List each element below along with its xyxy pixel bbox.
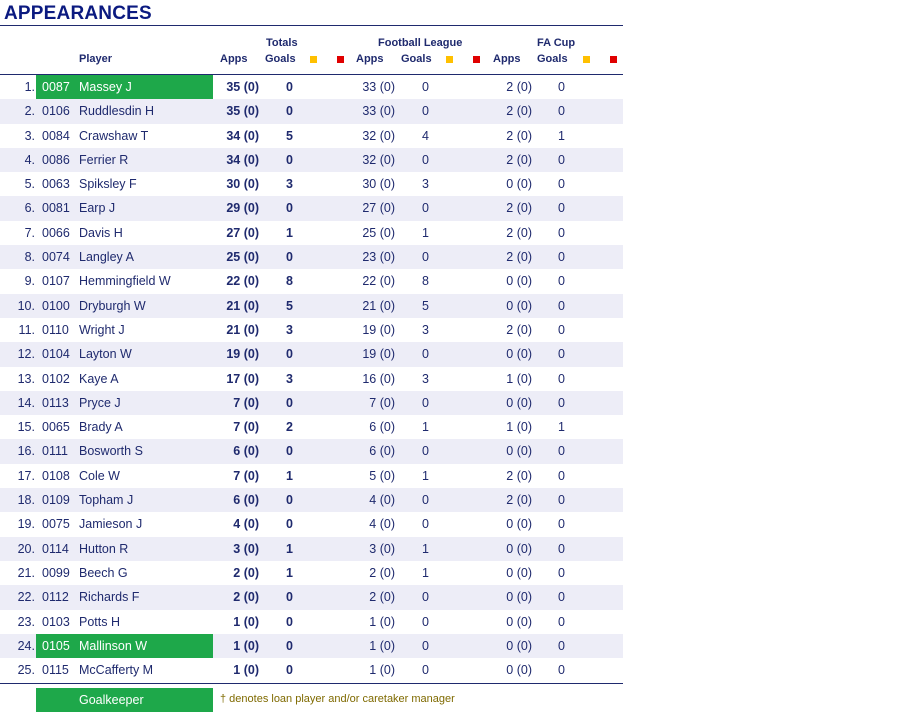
red-card-icon	[473, 56, 480, 63]
player-code: 0107	[42, 274, 70, 289]
player-code: 0087	[42, 80, 70, 94]
table-row	[0, 318, 623, 342]
table-row	[0, 75, 623, 99]
totals-goals: 2	[286, 420, 293, 435]
league-apps: 16 (0)	[362, 371, 395, 386]
player-name: Brady A	[79, 420, 123, 435]
player-code: 0086	[42, 152, 70, 167]
cup-goals: 0	[558, 444, 565, 459]
league-goals: 0	[422, 347, 429, 362]
league-goals: 1	[422, 541, 429, 556]
player-code: 0075	[42, 517, 70, 532]
player-name: Massey J	[79, 80, 132, 94]
league-goals: 0	[422, 444, 429, 459]
cup-apps: 0 (0)	[506, 614, 532, 629]
row-number: 23.	[17, 614, 35, 629]
player-code: 0102	[42, 371, 70, 386]
league-goals: 0	[422, 517, 429, 532]
player-code: 0081	[42, 201, 70, 216]
table-row	[0, 269, 623, 293]
player-code: 0114	[42, 541, 69, 556]
totals-goals: 0	[286, 104, 293, 119]
cup-goals: 0	[558, 201, 565, 216]
cup-apps: 1 (0)	[506, 371, 532, 386]
totals-goals: 1	[286, 541, 293, 556]
league-apps: 6 (0)	[369, 420, 395, 435]
cup-goals: 1	[558, 128, 565, 143]
totals-apps: 29 (0)	[226, 201, 259, 216]
totals-apps: 7 (0)	[233, 468, 259, 483]
player-name: Hemmingfield W	[79, 274, 171, 289]
goalkeeper-legend	[36, 688, 213, 712]
cup-goals: 0	[558, 493, 565, 508]
player-name: Layton W	[79, 347, 132, 362]
player-code: 0104	[42, 347, 70, 362]
totals-apps: 7 (0)	[233, 420, 259, 435]
table-row	[0, 415, 623, 439]
totals-apps: 2 (0)	[233, 565, 259, 580]
row-number: 1.	[24, 80, 35, 94]
player-code: 0115	[42, 663, 69, 678]
cup-apps: 2 (0)	[506, 322, 532, 337]
league-apps: 19 (0)	[362, 347, 395, 362]
cup-apps: 2 (0)	[506, 80, 532, 94]
table-row	[0, 488, 623, 512]
cup-apps: 2 (0)	[506, 468, 532, 483]
league-apps: 1 (0)	[369, 663, 395, 678]
league-goals: 5	[422, 298, 429, 313]
league-goals: 8	[422, 274, 429, 289]
league-goals: 4	[422, 128, 429, 143]
row-number: 3.	[24, 128, 35, 143]
player-code: 0066	[42, 225, 70, 240]
totals-apps: 21 (0)	[226, 322, 259, 337]
row-number: 18.	[17, 493, 35, 508]
cup-apps: 1 (0)	[506, 420, 532, 435]
league-goals: 0	[422, 152, 429, 167]
league-goals: 0	[422, 614, 429, 629]
cup-goals: 0	[558, 250, 565, 265]
row-number: 2.	[24, 104, 35, 119]
cup-goals: 0	[558, 322, 565, 337]
header-fa-cup: FA Cup	[537, 37, 576, 49]
player-code: 0111	[42, 444, 68, 459]
totals-apps: 25 (0)	[226, 250, 259, 265]
table-row	[0, 221, 623, 245]
row-number: 25.	[17, 663, 35, 678]
row-number: 11.	[18, 322, 35, 337]
totals-goals: 0	[286, 395, 293, 410]
totals-goals: 0	[286, 614, 293, 629]
player-code: 0063	[42, 177, 70, 192]
league-goals: 3	[422, 371, 429, 386]
league-apps: 3 (0)	[369, 541, 395, 556]
league-goals: 0	[422, 395, 429, 410]
player-name: Ferrier R	[79, 152, 129, 167]
cup-goals: 0	[558, 274, 565, 289]
cup-goals: 0	[558, 638, 565, 653]
player-name: Kaye A	[79, 371, 119, 386]
totals-apps: 21 (0)	[226, 298, 259, 313]
player-name: McCafferty M	[79, 663, 154, 678]
totals-apps: 1 (0)	[233, 614, 259, 629]
totals-apps: 30 (0)	[226, 177, 259, 192]
appearances-table	[0, 75, 623, 682]
totals-goals: 3	[286, 177, 293, 192]
league-goals: 1	[422, 225, 429, 240]
player-code: 0105	[42, 638, 70, 653]
row-number: 9.	[24, 274, 35, 289]
cup-goals: 0	[558, 590, 565, 605]
header-totals-goals: Goals	[265, 53, 296, 65]
table-row	[0, 245, 623, 269]
totals-apps: 4 (0)	[233, 517, 259, 532]
league-goals: 0	[422, 663, 429, 678]
table-row	[0, 634, 623, 658]
league-apps: 19 (0)	[362, 322, 395, 337]
header-totals-apps: Apps	[220, 53, 248, 65]
player-code: 0065	[42, 420, 70, 435]
player-code: 0108	[42, 468, 70, 483]
table-row	[0, 464, 623, 488]
totals-apps: 35 (0)	[226, 104, 259, 119]
player-name: Cole W	[79, 468, 120, 483]
cup-goals: 0	[558, 517, 565, 532]
league-apps: 4 (0)	[369, 517, 395, 532]
totals-apps: 2 (0)	[233, 590, 259, 605]
league-goals: 3	[422, 177, 429, 192]
cup-goals: 0	[558, 104, 565, 119]
row-number: 21.	[17, 565, 35, 580]
totals-apps: 7 (0)	[233, 395, 259, 410]
player-name: Wright J	[79, 322, 125, 337]
cup-apps: 0 (0)	[506, 663, 532, 678]
cup-apps: 0 (0)	[506, 590, 532, 605]
player-name: Ruddlesdin H	[79, 104, 155, 119]
cup-apps: 0 (0)	[506, 638, 532, 653]
player-name: Mallinson W	[79, 638, 148, 653]
league-goals: 0	[422, 250, 429, 265]
totals-goals: 0	[286, 493, 293, 508]
row-number: 14.	[17, 395, 35, 410]
totals-goals: 0	[286, 250, 293, 265]
row-number: 19.	[17, 517, 35, 532]
cup-goals: 0	[558, 663, 565, 678]
totals-apps: 1 (0)	[233, 663, 259, 678]
player-name: Potts H	[79, 614, 120, 629]
player-code: 0099	[42, 565, 70, 580]
row-number: 17.	[17, 468, 35, 483]
player-name: Langley A	[79, 250, 134, 265]
league-apps: 4 (0)	[369, 493, 395, 508]
cup-apps: 2 (0)	[506, 128, 532, 143]
cup-apps: 0 (0)	[506, 395, 532, 410]
loan-note: † denotes loan player and/or caretaker manager	[220, 693, 455, 705]
league-apps: 23 (0)	[362, 250, 395, 265]
cup-goals: 0	[558, 298, 565, 313]
totals-apps: 34 (0)	[226, 128, 259, 143]
league-apps: 27 (0)	[362, 201, 395, 216]
header-football-league: Football League	[378, 37, 463, 49]
totals-apps: 1 (0)	[233, 638, 259, 653]
league-apps: 6 (0)	[369, 444, 395, 459]
league-apps: 32 (0)	[362, 128, 395, 143]
table-row	[0, 585, 623, 609]
league-goals: 0	[422, 638, 429, 653]
totals-goals: 0	[286, 152, 293, 167]
row-number: 16.	[17, 444, 35, 459]
cup-apps: 0 (0)	[506, 541, 532, 556]
league-apps: 1 (0)	[369, 638, 395, 653]
table-row	[0, 294, 623, 318]
league-apps: 21 (0)	[362, 298, 395, 313]
totals-apps: 6 (0)	[233, 493, 259, 508]
yellow-card-icon	[310, 56, 317, 63]
player-name: Jamieson J	[79, 517, 143, 532]
cup-apps: 2 (0)	[506, 201, 532, 216]
totals-apps: 17 (0)	[226, 371, 259, 386]
totals-goals: 3	[286, 322, 293, 337]
player-code: 0113	[42, 395, 69, 410]
totals-goals: 0	[286, 590, 293, 605]
league-apps: 22 (0)	[362, 274, 395, 289]
header-league-goals: Goals	[401, 53, 432, 65]
player-code: 0110	[42, 322, 69, 337]
cup-apps: 2 (0)	[506, 493, 532, 508]
cup-apps: 0 (0)	[506, 177, 532, 192]
player-code: 0103	[42, 614, 70, 629]
cup-apps: 2 (0)	[506, 104, 532, 119]
row-number: 22.	[17, 590, 35, 605]
totals-apps: 22 (0)	[226, 274, 259, 289]
player-name: Bosworth S	[79, 444, 143, 459]
goalkeeper-legend-label: Goalkeeper	[79, 693, 144, 707]
table-bottom-divider	[0, 683, 623, 684]
table-row	[0, 561, 623, 585]
totals-goals: 0	[286, 347, 293, 362]
cup-goals: 0	[558, 541, 565, 556]
league-apps: 25 (0)	[362, 225, 395, 240]
table-row	[0, 439, 623, 463]
totals-goals: 0	[286, 517, 293, 532]
cup-goals: 0	[558, 80, 565, 94]
player-name: Spiksley F	[79, 177, 137, 192]
row-number: 10.	[17, 298, 35, 313]
totals-goals: 0	[286, 638, 293, 653]
league-goals: 0	[422, 590, 429, 605]
player-name: Davis H	[79, 225, 123, 240]
totals-goals: 0	[286, 663, 293, 678]
row-number: 15.	[17, 420, 35, 435]
cup-apps: 0 (0)	[506, 517, 532, 532]
title-divider	[0, 25, 623, 26]
totals-apps: 27 (0)	[226, 225, 259, 240]
row-number: 7.	[24, 225, 35, 240]
totals-goals: 5	[286, 298, 293, 313]
table-row	[0, 99, 623, 123]
player-name: Earp J	[79, 201, 116, 216]
row-number: 5.	[24, 177, 35, 192]
table-row	[0, 124, 623, 148]
cup-apps: 0 (0)	[506, 298, 532, 313]
league-goals: 1	[422, 565, 429, 580]
red-card-icon	[610, 56, 617, 63]
table-row	[0, 196, 623, 220]
totals-goals: 1	[286, 225, 293, 240]
player-code: 0112	[42, 590, 69, 605]
cup-goals: 0	[558, 347, 565, 362]
totals-goals: 3	[286, 371, 293, 386]
player-code: 0106	[42, 104, 70, 119]
table-row	[0, 148, 623, 172]
league-goals: 0	[422, 201, 429, 216]
red-card-icon	[337, 56, 344, 63]
league-goals: 0	[422, 104, 429, 119]
cup-goals: 0	[558, 614, 565, 629]
header-cup-apps: Apps	[493, 53, 521, 65]
totals-apps: 6 (0)	[233, 444, 259, 459]
player-code: 0084	[42, 128, 70, 143]
cup-apps: 0 (0)	[506, 274, 532, 289]
header-player: Player	[79, 53, 113, 65]
player-name: Dryburgh W	[79, 298, 146, 313]
table-row	[0, 537, 623, 561]
cup-goals: 0	[558, 177, 565, 192]
player-name: Pryce J	[79, 395, 121, 410]
cup-goals: 0	[558, 152, 565, 167]
table-row	[0, 658, 623, 682]
cup-goals: 0	[558, 371, 565, 386]
league-goals: 3	[422, 322, 429, 337]
league-apps: 7 (0)	[369, 395, 395, 410]
table-row	[0, 391, 623, 415]
row-number: 6.	[24, 201, 35, 216]
cup-apps: 2 (0)	[506, 225, 532, 240]
league-apps: 2 (0)	[369, 590, 395, 605]
row-number: 4.	[24, 152, 35, 167]
table-row	[0, 512, 623, 536]
totals-goals: 8	[286, 274, 293, 289]
totals-goals: 0	[286, 201, 293, 216]
cup-apps: 2 (0)	[506, 152, 532, 167]
totals-apps: 3 (0)	[233, 541, 259, 556]
row-number: 24.	[17, 638, 35, 653]
totals-goals: 1	[286, 468, 293, 483]
league-goals: 0	[422, 493, 429, 508]
player-name: Crawshaw T	[79, 128, 149, 143]
league-apps: 5 (0)	[369, 468, 395, 483]
league-goals: 1	[422, 468, 429, 483]
cup-goals: 0	[558, 225, 565, 240]
table-row	[0, 342, 623, 366]
totals-apps: 19 (0)	[226, 347, 259, 362]
yellow-card-icon	[583, 56, 590, 63]
player-name: Richards F	[79, 590, 140, 605]
player-name: Hutton R	[79, 541, 129, 556]
player-name: Beech G	[79, 565, 128, 580]
cup-apps: 2 (0)	[506, 250, 532, 265]
league-apps: 1 (0)	[369, 614, 395, 629]
header-totals: Totals	[266, 37, 298, 49]
totals-apps: 34 (0)	[226, 152, 259, 167]
league-apps: 33 (0)	[362, 104, 395, 119]
league-apps: 30 (0)	[362, 177, 395, 192]
row-number: 13.	[17, 371, 35, 386]
totals-goals: 1	[286, 565, 293, 580]
cup-apps: 0 (0)	[506, 444, 532, 459]
player-name: Topham J	[79, 493, 134, 508]
cup-apps: 0 (0)	[506, 347, 532, 362]
row-number: 12.	[17, 347, 35, 362]
totals-goals: 5	[286, 128, 293, 143]
row-number: 8.	[24, 250, 35, 265]
cup-goals: 0	[558, 565, 565, 580]
yellow-card-icon	[446, 56, 453, 63]
totals-goals: 0	[286, 444, 293, 459]
player-code: 0100	[42, 298, 70, 313]
league-apps: 2 (0)	[369, 565, 395, 580]
league-apps: 33 (0)	[362, 80, 395, 94]
cup-goals: 0	[558, 468, 565, 483]
cup-apps: 0 (0)	[506, 565, 532, 580]
league-goals: 0	[422, 80, 429, 94]
cup-goals: 1	[558, 420, 565, 435]
table-row	[0, 172, 623, 196]
table-row	[0, 367, 623, 391]
totals-apps: 35 (0)	[226, 80, 259, 94]
row-number: 20.	[17, 541, 35, 556]
player-code: 0109	[42, 493, 70, 508]
totals-goals: 0	[286, 80, 293, 94]
league-apps: 32 (0)	[362, 152, 395, 167]
page-title: APPEARANCES	[4, 3, 152, 24]
league-goals: 1	[422, 420, 429, 435]
table-row	[0, 610, 623, 634]
player-code: 0074	[42, 250, 70, 265]
cup-goals: 0	[558, 395, 565, 410]
header-cup-goals: Goals	[537, 53, 568, 65]
header-league-apps: Apps	[356, 53, 384, 65]
